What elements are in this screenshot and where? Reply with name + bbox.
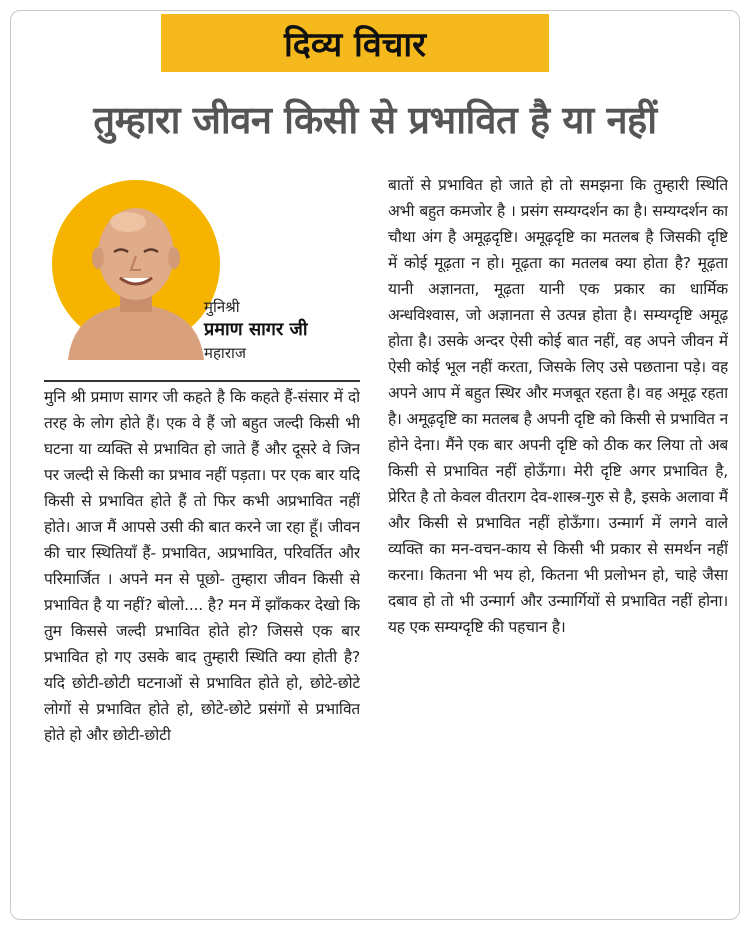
- monk-portrait: [68, 194, 204, 360]
- headline: तुम्हारा जीवन किसी से प्रभावित है या नहीं: [93, 98, 657, 142]
- author-byline: [204, 296, 394, 364]
- banner-title: दिव्य विचार: [283, 25, 427, 65]
- article-column-right: बातों से प्रभावित हो जाते हो तो समझना कि तुम्हारी स्थिति अभी बहुत कमजोर है । प्रसंग सम्यग्दर्शन का है। सम्यग्दर्शन का चौथा अंग है अमूढ़दृष्टि। अमूढ़दृष्टि का मतलब है जिसकी दृष्टि में कोई मूढ़ता न हो। मूढ़ता का मतलब क्या होता है? मूढ़ता यानी अज्ञानता, मूढ़ता यानी एक प्रकार का धार्मिक अन्धविश्वास, जो अज्ञानता से उत्पन्न होता है। सम्यग्दृष्टि अमूढ़ होता है। उसके अन्दर ऐसी कोई बात नहीं, वह अपने जीवन में ऐसी कोई भूल नहीं करता, जिसके लिए उसे पछताना पड़े। वह अपने आप में बहुत स्थिर और मजबूत रहता है। वह अमूढ़ रहता है। अमूढ़दृष्टि का मतलब है अपनी दृष्टि को किसी से प्रभावित न होने देना। मैंने एक बार अपनी दृष्टि को ठीक कर लिया तो अब किसी से प्रभावित नहीं होऊँगा। मेरी दृष्टि अगर प्रभावित है, प्रेरित है तो केवल वीतराग देव-शास्त्र-गुरु से है, इसके अलावा मैं और किसी से प्रभावित नहीं होऊँगा। उन्मार्ग में लगने वाले व्यक्ति का मन-वचन-काय से किसी भी प्रकार से समर्थन नहीं करना। कितना भी भय हो, कितना भी प्रलोभन हो, चाहे जैसा दबाव हो तो भी उन्मार्ग और उन्मार्गियों से प्रभावित नहीं होना। यह एक सम्यग्दृष्टि की पहचान है।: [388, 176, 728, 636]
- section-banner: [161, 14, 549, 72]
- byline-title: मुनिश्री: [204, 298, 240, 316]
- divider: [44, 380, 360, 382]
- byline-suffix: महाराज: [204, 344, 246, 362]
- author-photo: [44, 180, 224, 360]
- article-column-left: मुनि श्री प्रमाण सागर जी कहते है कि कहते हैं-संसार में दो तरह के लोग होते हैं। एक वे हैं जो बहुत जल्दी किसी भी घटना या व्यक्ति से प्रभावित हो जाते हैं और दूसरे वे जिन पर जल्दी से किसी का प्रभाव नहीं पड़ता। पर एक बार यदि किसी से प्रभावित होते हैं तो फिर कभी अप्रभावित नहीं होते। आज मैं आपसे उसी की बात करने जा रहा हूँ। जीवन की चार स्थितियाँ हैं- प्रभावित, अप्रभावित, परिवर्तित और परिमार्जित । अपने मन से पूछो- तुम्हारा जीवन किसी से प्रभावित है या नहीं? बोलो.... है? मन में झाँककर देखो कि तुम किससे जल्दी प्रभावित होते हो? जिससे एक बार प्रभावित हो गए उसके बाद तुम्हारी स्थिति क्या होती है? यदि छोटी-छोटी घटनाओं से प्रभावित होते हो, छोटे-छोटे लोगों से प्रभावित होते हो, छोटे-छोटे प्रसंगों से प्रभावित होते हो और छोटी-छोटी: [44, 388, 360, 744]
- byline-name: प्रमाण सागर जी: [204, 319, 308, 340]
